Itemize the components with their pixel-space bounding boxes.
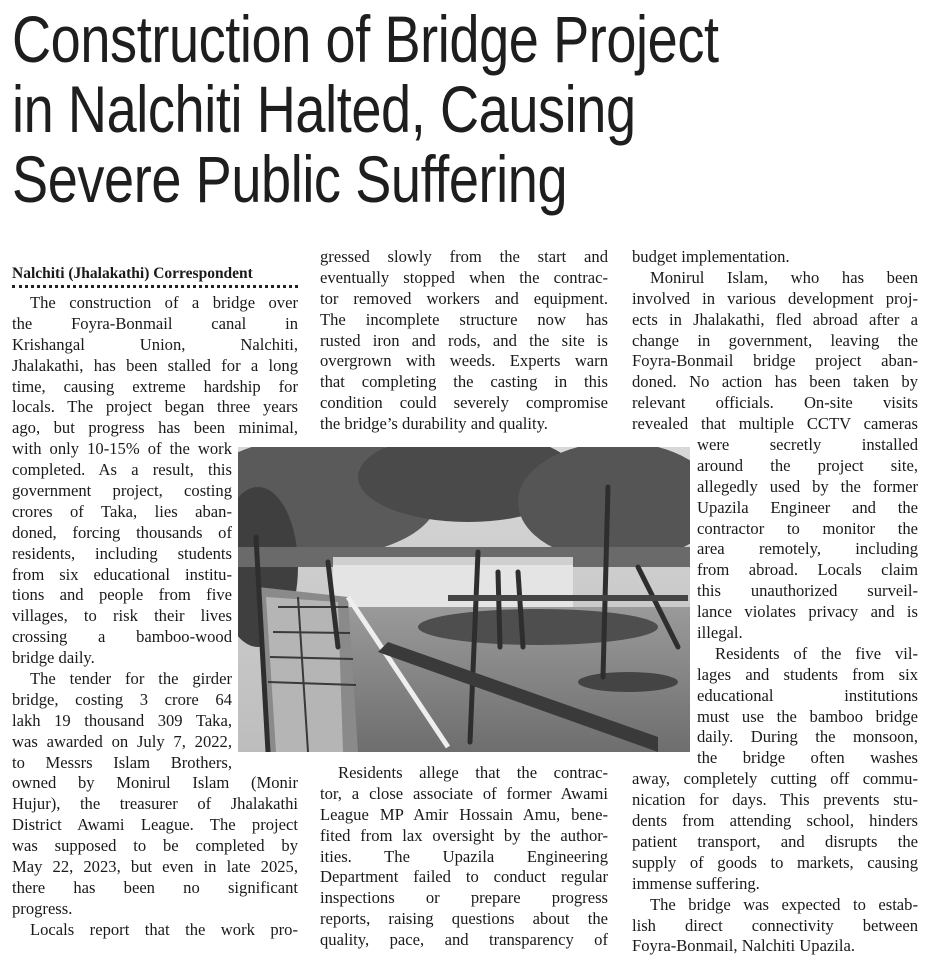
- text-line: with only 10-15% of the work: [12, 439, 232, 459]
- text-line: allegedly used by the former: [697, 476, 918, 496]
- text-line: ago, but progress has been minimal,: [12, 418, 298, 438]
- text-line: bridge daily.: [12, 648, 95, 668]
- text-line: tions and people from five: [12, 585, 232, 605]
- text-line: doned, forcing thousands of: [12, 522, 232, 542]
- text-line: owned by Monirul Islam (Monir: [12, 773, 298, 793]
- text-line: crossing a bamboo-wood: [12, 627, 232, 647]
- text-line: government project, costing: [12, 481, 232, 501]
- headline: [12, 4, 874, 214]
- text-line: progress.: [12, 898, 73, 918]
- text-line: residents, including students: [12, 543, 232, 563]
- text-line: eventually stopped when the contrac-: [320, 267, 608, 287]
- headline-line: Construction of Bridge Project: [12, 2, 719, 76]
- text-line: lakh 19 thousand 309 Taka,: [12, 710, 232, 730]
- text-line: The construction of a bridge over: [30, 293, 298, 312]
- text-line: condition could severely compromise: [320, 393, 608, 413]
- text-line: ects in Jhalakathi, fled abroad after a: [632, 309, 918, 329]
- text-line: to Messrs Islam Brothers,: [12, 752, 232, 772]
- text-line: The bridge was expected to estab-: [650, 894, 918, 914]
- text-line: League MP Amir Hossain Amu, bene-: [320, 804, 608, 824]
- text-line: this unauthorized surveil-: [697, 581, 918, 601]
- text-line: Residents of the five vil-: [715, 643, 918, 663]
- text-line: The incomplete structure now has: [320, 309, 608, 329]
- text-line: around the project site,: [697, 455, 918, 475]
- headline-line: in Nalchiti Halted, Causing: [12, 72, 636, 146]
- text-line: gressed slowly from the start and: [320, 247, 608, 266]
- byline: Nalchiti (Jhalakathi) Correspondent: [12, 265, 298, 288]
- text-line: May 22, 2023, but even in late 2025,: [12, 857, 298, 877]
- text-line: Foyra-Bonmail bridge project aban-: [632, 351, 918, 371]
- text-line: revealed that multiple CCTV cameras: [632, 414, 918, 434]
- text-line: dents from attending school, hinders: [632, 811, 918, 831]
- text-line: Foyra-Bonmail, Nalchiti Upazila.: [632, 936, 856, 956]
- text-line: Jhalakathi, has been stalled for a long: [12, 355, 298, 375]
- text-line: was supposed to be completed by: [12, 836, 298, 856]
- text-line: Residents allege that the contrac-: [338, 763, 608, 782]
- text-line: supply of goods to markets, causing: [632, 852, 918, 872]
- text-line: overgrown with weeds. Experts warn: [320, 351, 608, 371]
- text-line: change in government, leaving the: [632, 330, 918, 350]
- text-line: Upazila Engineer and the: [697, 497, 918, 517]
- text-line: the bridge often washes: [697, 748, 918, 768]
- text-line: District Awami League. The project: [12, 815, 298, 835]
- text-line: Department failed to conduct regular: [320, 867, 608, 887]
- text-line: rusted iron and rods, and the site is: [320, 330, 608, 350]
- text-line: reports, raising questions about the: [320, 909, 608, 929]
- text-line: that completing the casting in this: [320, 372, 608, 392]
- photo-bamboo-bridge-icon: [238, 447, 690, 752]
- text-line: patient transport, and disrupts the: [632, 831, 918, 851]
- text-line: tor, a close associate of former Awami: [320, 783, 608, 803]
- text-line: illegal.: [697, 623, 743, 643]
- text-line: completed. As a result, this: [12, 460, 232, 480]
- text-line: bridge, costing 3 crore 64: [12, 689, 232, 709]
- text-line: doned. No action has been taken by: [632, 372, 918, 392]
- headline-line: Severe Public Suffering: [12, 142, 568, 216]
- text-line: contractor to monitor the: [697, 518, 918, 538]
- text-line: locals. The project began three years: [12, 397, 298, 417]
- text-line: inspections or prepare progress: [320, 888, 608, 908]
- text-line: educational institutions: [697, 685, 918, 705]
- text-line: tor removed workers and equipment.: [320, 288, 608, 308]
- text-line: Hujur), the treasurer of Jhalakathi: [12, 794, 298, 814]
- column-2-top: [320, 247, 608, 435]
- text-line: there has been no significant: [12, 877, 298, 897]
- text-line: Monirul Islam, who has been: [650, 267, 918, 287]
- text-line: The tender for the girder: [30, 669, 232, 689]
- text-line: budget implementation.: [632, 247, 790, 266]
- text-line: involved in various development proj-: [632, 288, 918, 308]
- text-line: relevant officials. On-site visits: [632, 393, 918, 413]
- text-line: daily. During the monsoon,: [697, 727, 918, 747]
- text-line: the Foyra-Bonmail canal in: [12, 313, 298, 333]
- text-line: from abroad. Locals claim: [697, 560, 918, 580]
- text-line: area remotely, including: [697, 539, 918, 559]
- text-line: nication for days. This prevents stu-: [632, 790, 918, 810]
- text-line: immense suffering.: [632, 873, 760, 893]
- text-line: away, completely cutting off commu-: [632, 769, 918, 789]
- text-line: were secretly installed: [697, 435, 918, 455]
- text-line: quality, pace, and transparency of: [320, 930, 608, 950]
- text-line: Locals report that the work pro-: [30, 919, 298, 939]
- text-line: crores of Taka, lies aban-: [12, 501, 232, 521]
- text-line: was awarded on July 7, 2022,: [12, 731, 232, 751]
- text-line: lages and students from six: [697, 664, 918, 684]
- text-line: fited from lax oversight by the author-: [320, 825, 608, 845]
- text-line: lish direct connectivity between: [632, 915, 918, 935]
- text-line: time, causing extreme hardship for: [12, 376, 298, 396]
- text-line: villages, to risk their lives: [12, 606, 232, 626]
- column-2-bottom: [320, 763, 608, 951]
- text-line: lance violates privacy and is: [697, 602, 918, 622]
- text-line: Krishangal Union, Nalchiti,: [12, 334, 298, 354]
- text-line: from six educational institu-: [12, 564, 232, 584]
- text-line: must use the bamboo bridge: [697, 706, 918, 726]
- text-line: ities. The Upazila Engineering: [320, 846, 608, 866]
- text-line: the bridge’s durability and quality.: [320, 414, 548, 434]
